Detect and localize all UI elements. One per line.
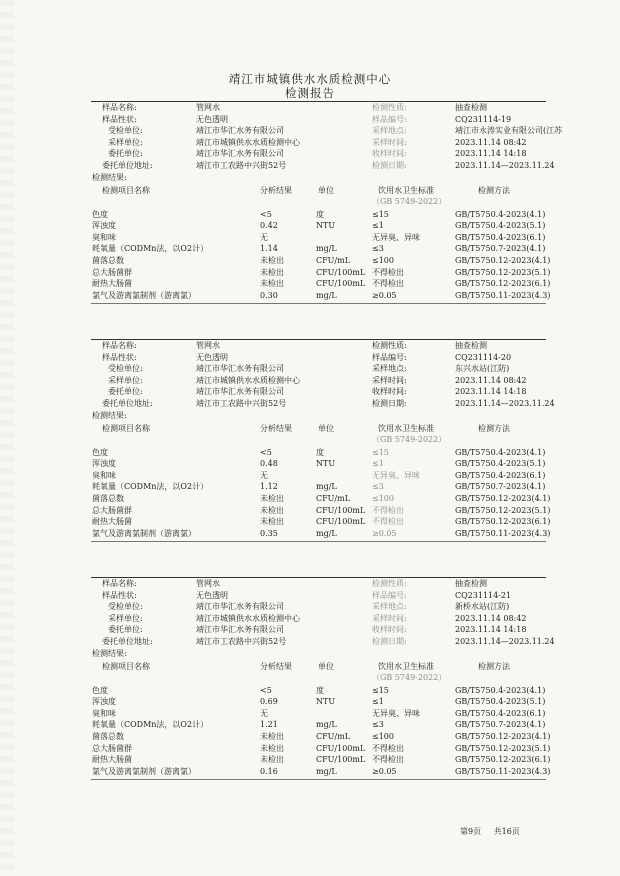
col-header-method: 检测方法 (478, 661, 510, 671)
table-cell-result: 1.12 (260, 482, 278, 492)
table-cell-method: GB/T5750.12-2023(4.1) (455, 493, 551, 503)
table-cell-item: 菌落总数 (92, 731, 124, 741)
table-cell-item: 色度 (92, 685, 108, 695)
label-entrusted-addr: 委托单位地址: (102, 398, 153, 408)
table-cell-unit: mg/L (316, 528, 337, 538)
table-cell-standard: ≤1 (372, 459, 384, 469)
table-cell-standard: 无异臭、异味 (372, 232, 420, 242)
table-cell-item: 浑浊度 (92, 221, 116, 231)
col-header-standard-code: （GB 5749-2022） (372, 196, 447, 206)
label-sample-type: 样品性状: (102, 590, 137, 600)
table-cell-result: 无 (260, 708, 268, 718)
table-cell-standard: ≥0.05 (372, 528, 397, 538)
value-test-date: 2023.11.14—2023.11.24 (455, 398, 555, 408)
label-receipt-time: 收样时间: (372, 149, 407, 158)
label-entrusted-addr: 委托单位地址: (102, 160, 153, 170)
col-header-item: 检测项目名称 (102, 185, 150, 195)
label-sampling-time: 采样时间: (372, 613, 407, 623)
label-sample-type: 样品性状: (102, 114, 137, 124)
table-cell-method: GB/T5750.7-2023(4.1) (455, 720, 546, 730)
value-test-date: 2023.11.14—2023.11.24 (455, 636, 555, 646)
table-cell-standard: ≤1 (372, 697, 384, 707)
label-sampler: 采样单位: (108, 613, 143, 623)
value-location: 新桥水站(江防) (455, 602, 510, 611)
table-cell-result: 0.48 (260, 459, 278, 469)
label-test-date: 检测日期: (372, 636, 407, 646)
value-client: 靖江市华汇水务有限公司 (196, 126, 284, 135)
table-cell-item: 浑浊度 (92, 697, 116, 707)
table-cell-method: GB/T5750.4-2023(4.1) (455, 685, 546, 695)
table-cell-unit: CFU/100mL (316, 743, 366, 753)
table-cell-unit: 度 (316, 209, 324, 219)
table-cell-standard: ≤15 (372, 685, 389, 695)
table-cell-unit: CFU/100mL (316, 755, 366, 765)
table-cell-item: 臭和味 (92, 470, 116, 480)
label-entrusted: 委托单位: (108, 625, 143, 634)
label-location: 采样地点: (372, 126, 407, 135)
table-cell-result: 无 (260, 232, 268, 242)
label-test-date: 检测日期: (372, 160, 407, 170)
col-header-unit: 单位 (318, 661, 334, 671)
label-sample-name: 样品名称: (102, 579, 137, 588)
label-test-date: 检测日期: (372, 398, 407, 408)
table-cell-method: GB/T5750.12-2023(5.1) (455, 743, 551, 753)
table-cell-standard: ≤100 (372, 255, 394, 265)
label-test-type: 检测性质: (372, 341, 407, 350)
label-sample-name: 样品名称: (102, 341, 137, 350)
table-cell-item: 耐热大肠菌 (92, 517, 132, 527)
table-cell-method: GB/T5750.12-2023(5.1) (455, 267, 551, 277)
table-cell-result: 未检出 (260, 267, 284, 277)
table-cell-item: 菌落总数 (92, 493, 124, 503)
table-cell-unit: NTU (316, 697, 336, 707)
table-cell-method: GB/T5750.7-2023(4.1) (455, 244, 546, 254)
page-footer (460, 826, 530, 837)
table-cell-method: GB/T5750.4-2023(6.1) (455, 470, 546, 480)
col-header-standard: 饮用水卫生标准 (378, 661, 434, 671)
table-cell-unit: mg/L (316, 244, 337, 254)
label-location: 采样地点: (372, 602, 407, 611)
table-cell-result: <5 (260, 209, 272, 219)
value-sampling-time: 2023.11.14 08:42 (455, 375, 527, 385)
value-entrusted-addr: 靖江市工农路中兴街52号 (196, 398, 287, 408)
table-cell-result: 未检出 (260, 517, 284, 527)
col-header-method: 检测方法 (478, 185, 510, 195)
table-cell-result: 未检出 (260, 279, 284, 289)
table-cell-method: GB/T5750.11-2023(4.3) (455, 528, 551, 538)
table-cell-item: 总大肠菌群 (92, 505, 132, 515)
table-cell-unit: mg/L (316, 482, 337, 492)
table-cell-standard: 不得检出 (372, 279, 404, 289)
table-cell-result: <5 (260, 447, 272, 457)
value-sampler: 靖江市城镇供水水质检测中心 (196, 375, 300, 385)
table-cell-result: 0.16 (260, 766, 278, 776)
value-test-type: 抽查检测 (455, 103, 487, 112)
table-cell-result: 0.42 (260, 221, 278, 231)
table-cell-item: 氯气及游离氯制剂（游离氯） (92, 766, 196, 776)
value-sampler: 靖江市城镇供水水质检测中心 (196, 137, 300, 147)
table-cell-standard: ≤15 (372, 447, 389, 457)
table-cell-standard: 不得检出 (372, 517, 404, 527)
col-header-unit: 单位 (318, 185, 334, 195)
label-sample-type: 样品性状: (102, 352, 137, 362)
table-cell-standard: 无异臭、异味 (372, 470, 420, 480)
page-total: 共16页 (493, 827, 520, 836)
label-sample-no: 样品编号: (372, 114, 407, 124)
value-sample-type: 无色透明 (196, 352, 228, 362)
table-cell-item: 臭和味 (92, 232, 116, 242)
value-entrusted: 靖江市华汇水务有限公司 (196, 387, 284, 396)
table-cell-standard: ≤3 (372, 482, 384, 492)
table-cell-item: 耗氧量（CODMn法，以O2计） (92, 720, 209, 730)
table-cell-unit: mg/L (316, 720, 337, 730)
table-cell-unit: CFU/mL (316, 731, 351, 741)
value-entrusted: 靖江市华汇水务有限公司 (196, 149, 284, 158)
table-cell-item: 色度 (92, 447, 108, 457)
value-receipt-time: 2023.11.14 14:18 (455, 387, 527, 396)
table-cell-standard: 无异臭、异味 (372, 708, 420, 718)
label-test-type: 检测性质: (372, 579, 407, 588)
value-location: 靖江市永涛实业有限公司(江苏 (455, 126, 563, 135)
col-header-item: 检测项目名称 (102, 661, 150, 671)
value-entrusted-addr: 靖江市工农路中兴街52号 (196, 636, 287, 646)
table-cell-item: 耐热大肠菌 (92, 279, 132, 289)
value-sample-type: 无色透明 (196, 114, 228, 124)
value-sample-no: CQ231114-20 (455, 352, 512, 362)
table-cell-result: 1.14 (260, 244, 278, 254)
table-cell-method: GB/T5750.4-2023(4.1) (455, 209, 546, 219)
table-cell-result: 1.21 (260, 720, 278, 730)
label-sampling-time: 采样时间: (372, 375, 407, 385)
table-cell-result: <5 (260, 685, 272, 695)
table-cell-method: GB/T5750.4-2023(5.1) (455, 221, 546, 231)
table-cell-method: GB/T5750.4-2023(6.1) (455, 232, 546, 242)
value-client: 靖江市华汇水务有限公司 (196, 602, 284, 611)
table-cell-method: GB/T5750.12-2023(4.1) (455, 731, 551, 741)
table-cell-standard: ≥0.05 (372, 766, 397, 776)
block-top-rule (91, 339, 546, 340)
table-cell-method: GB/T5750.4-2023(5.1) (455, 697, 546, 707)
value-sampling-time: 2023.11.14 08:42 (455, 137, 527, 147)
table-cell-unit: CFU/100mL (316, 505, 366, 515)
value-sampler: 靖江市城镇供水水质检测中心 (196, 613, 300, 623)
table-cell-result: 0.35 (260, 528, 278, 538)
report-org-title: 靖江市城镇供水水质检测中心 (228, 72, 392, 86)
results-label: 检测结果: (92, 649, 127, 658)
table-cell-item: 氯气及游离氯制剂（游离氯） (92, 290, 196, 300)
label-location: 采样地点: (372, 364, 407, 373)
table-cell-result: 未检出 (260, 743, 284, 753)
table-cell-result: 未检出 (260, 731, 284, 741)
table-cell-standard: 不得检出 (372, 755, 404, 765)
table-cell-standard: ≤100 (372, 493, 394, 503)
label-test-type: 检测性质: (372, 103, 407, 112)
col-header-result: 分析结果 (260, 185, 292, 195)
table-cell-standard: 不得检出 (372, 743, 404, 753)
table-cell-unit: CFU/100mL (316, 517, 366, 527)
table-cell-method: GB/T5750.7-2023(4.1) (455, 482, 546, 492)
col-header-item: 检测项目名称 (102, 423, 150, 433)
table-cell-standard: ≤15 (372, 209, 389, 219)
block-bottom-rule (91, 541, 546, 542)
block-top-rule (91, 101, 546, 102)
results-label: 检测结果: (92, 173, 127, 182)
label-entrusted: 委托单位: (108, 149, 143, 158)
value-sample-name: 管网水 (196, 579, 220, 588)
value-entrusted-addr: 靖江市工农路中兴街52号 (196, 160, 287, 170)
table-cell-standard: ≤3 (372, 244, 384, 254)
block-bottom-rule (91, 779, 546, 780)
table-cell-unit: NTU (316, 221, 336, 231)
table-cell-result: 未检出 (260, 255, 284, 265)
label-sample-name: 样品名称: (102, 103, 137, 112)
table-cell-result: 未检出 (260, 493, 284, 503)
table-cell-standard: 不得检出 (372, 267, 404, 277)
label-sample-no: 样品编号: (372, 590, 407, 600)
value-receipt-time: 2023.11.14 14:18 (455, 625, 527, 634)
table-cell-item: 氯气及游离氯制剂（游离氯） (92, 528, 196, 538)
label-receipt-time: 收样时间: (372, 625, 407, 634)
table-cell-method: GB/T5750.12-2023(6.1) (455, 279, 551, 289)
label-entrusted: 委托单位: (108, 387, 143, 396)
label-sample-no: 样品编号: (372, 352, 407, 362)
table-cell-method: GB/T5750.4-2023(4.1) (455, 447, 546, 457)
value-sample-name: 管网水 (196, 341, 220, 350)
col-header-result: 分析结果 (260, 661, 292, 671)
label-client: 受检单位: (108, 126, 143, 135)
table-cell-unit: CFU/100mL (316, 279, 366, 289)
table-cell-item: 浑浊度 (92, 459, 116, 469)
table-cell-standard: ≤100 (372, 731, 394, 741)
value-receipt-time: 2023.11.14 14:18 (455, 149, 527, 158)
table-cell-method: GB/T5750.12-2023(4.1) (455, 255, 551, 265)
table-cell-unit: NTU (316, 459, 336, 469)
table-cell-unit: CFU/100mL (316, 267, 366, 277)
value-test-type: 抽查检测 (455, 579, 487, 588)
table-cell-method: GB/T5750.12-2023(6.1) (455, 517, 551, 527)
col-header-standard: 饮用水卫生标准 (378, 185, 434, 195)
table-cell-unit: mg/L (316, 766, 337, 776)
table-cell-unit: CFU/mL (316, 255, 351, 265)
table-cell-result: 0.69 (260, 697, 278, 707)
table-cell-unit: CFU/mL (316, 493, 351, 503)
value-location: 东兴水站(江防) (455, 364, 510, 373)
col-header-standard: 饮用水卫生标准 (378, 423, 434, 433)
table-cell-item: 总大肠菌群 (92, 743, 132, 753)
block-bottom-rule (91, 303, 546, 304)
table-cell-method: GB/T5750.4-2023(5.1) (455, 459, 546, 469)
value-sample-type: 无色透明 (196, 590, 228, 600)
table-cell-item: 耗氧量（CODMn法，以O2计） (92, 482, 209, 492)
label-client: 受检单位: (108, 364, 143, 373)
binding-edge (0, 0, 14, 876)
value-test-type: 抽查检测 (455, 341, 487, 350)
table-cell-result: 0.30 (260, 290, 278, 300)
table-cell-standard: 不得检出 (372, 505, 404, 515)
table-cell-method: GB/T5750.4-2023(6.1) (455, 708, 546, 718)
table-cell-standard: ≤1 (372, 221, 384, 231)
page-number: 第9页 (460, 827, 482, 836)
table-cell-item: 耐热大肠菌 (92, 755, 132, 765)
label-sampler: 采样单位: (108, 137, 143, 147)
label-sampler: 采样单位: (108, 375, 143, 385)
table-cell-standard: ≤3 (372, 720, 384, 730)
table-cell-item: 菌落总数 (92, 255, 124, 265)
col-header-standard-code: （GB 5749-2022） (372, 672, 447, 682)
table-cell-method: GB/T5750.11-2023(4.3) (455, 766, 551, 776)
col-header-unit: 单位 (318, 423, 334, 433)
table-cell-result: 未检出 (260, 505, 284, 515)
value-client: 靖江市华汇水务有限公司 (196, 364, 284, 373)
table-cell-method: GB/T5750.12-2023(5.1) (455, 505, 551, 515)
label-sampling-time: 采样时间: (372, 137, 407, 147)
block-top-rule (91, 577, 546, 578)
col-header-standard-code: （GB 5749-2022） (372, 434, 447, 444)
table-cell-result: 未检出 (260, 755, 284, 765)
value-entrusted: 靖江市华汇水务有限公司 (196, 625, 284, 634)
table-cell-item: 色度 (92, 209, 108, 219)
table-cell-item: 耗氧量（CODMn法，以O2计） (92, 244, 209, 254)
table-cell-result: 无 (260, 470, 268, 480)
value-sample-no: CQ231114-19 (455, 114, 512, 124)
table-cell-item: 总大肠菌群 (92, 267, 132, 277)
value-sample-name: 管网水 (196, 103, 220, 112)
label-client: 受检单位: (108, 602, 143, 611)
value-sample-no: CQ231114-21 (455, 590, 512, 600)
table-cell-unit: 度 (316, 447, 324, 457)
table-cell-item: 臭和味 (92, 708, 116, 718)
table-cell-unit: mg/L (316, 290, 337, 300)
table-cell-standard: ≥0.05 (372, 290, 397, 300)
value-sampling-time: 2023.11.14 08:42 (455, 613, 527, 623)
label-entrusted-addr: 委托单位地址: (102, 636, 153, 646)
report-title: 检测报告 (285, 86, 335, 100)
table-cell-unit: 度 (316, 685, 324, 695)
col-header-method: 检测方法 (478, 423, 510, 433)
value-test-date: 2023.11.14—2023.11.24 (455, 160, 555, 170)
table-cell-method: GB/T5750.12-2023(6.1) (455, 755, 551, 765)
table-cell-method: GB/T5750.11-2023(4.3) (455, 290, 551, 300)
results-label: 检测结果: (92, 411, 127, 420)
col-header-result: 分析结果 (260, 423, 292, 433)
label-receipt-time: 收样时间: (372, 387, 407, 396)
